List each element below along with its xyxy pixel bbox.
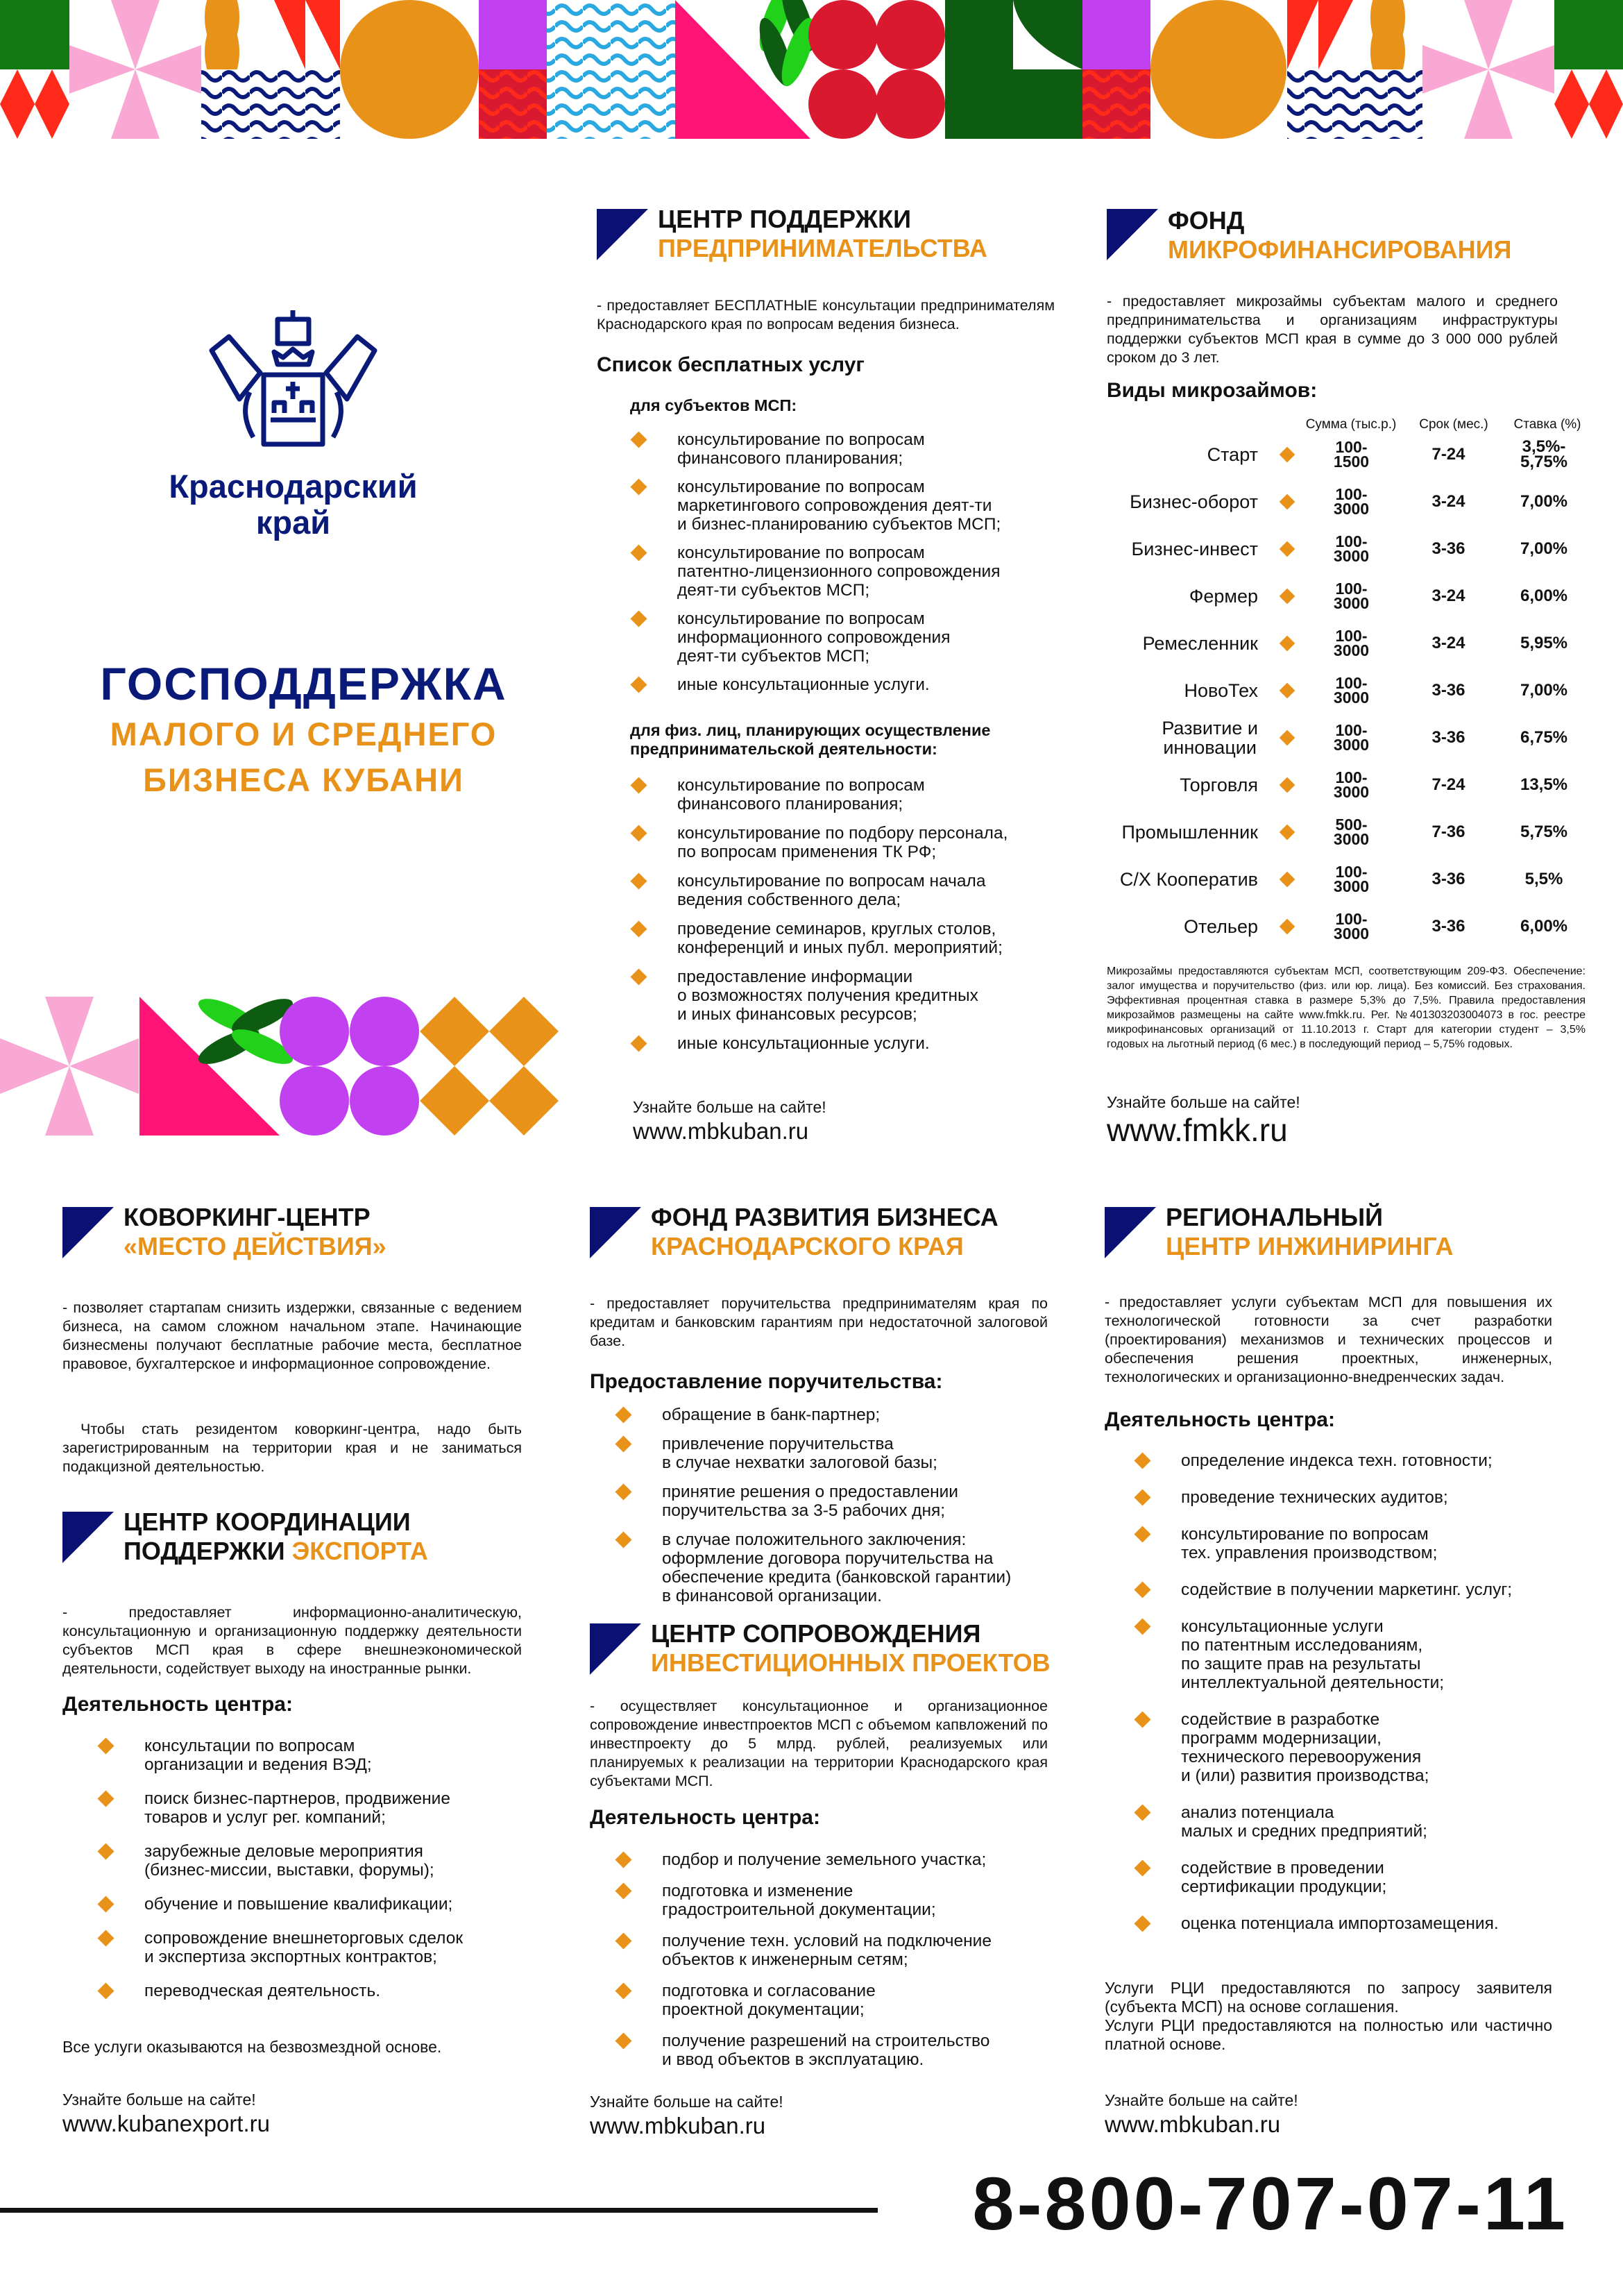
list-item-text: подготовка и изменение градостроительной документации;: [662, 1882, 936, 1919]
group1-list: [629, 430, 1059, 704]
list-item-text: консультирование по вопросам финансового планирования;: [677, 776, 925, 813]
krasnodar-coat-of-arms-icon: [208, 309, 378, 458]
loan-name: НовоТех: [1184, 680, 1258, 701]
loan-sum: 500- 3000: [1333, 816, 1370, 848]
loan-sum: 100- 3000: [1333, 532, 1370, 565]
loan-row: [1107, 623, 1592, 664]
loan-rate: 6,75%: [1520, 728, 1568, 747]
list-item-text: принятие решения о предоставлении поручительства за 3-5 рабочих дня;: [662, 1483, 958, 1520]
loan-rate: 5,5%: [1524, 870, 1563, 888]
list-item-text: иные консультационные услуги.: [677, 1034, 930, 1053]
loan-term: 3-36: [1431, 681, 1465, 700]
diamond-bullet-icon: [1280, 777, 1295, 793]
section-investment-center: [590, 1619, 1055, 2154]
list-item: [629, 1034, 1059, 1053]
list-item: [629, 776, 1059, 813]
diamond-bullet-icon: [630, 431, 647, 448]
list-item-text: подбор и получение земельного участка;: [662, 1850, 987, 1869]
activity-list: [96, 1737, 526, 2016]
list-item-text: проведение семинаров, круглых столов, конференций и иных публ. мероприятий;: [677, 920, 1003, 957]
list-item: [96, 1842, 526, 1880]
loan-rate: 7,00%: [1520, 681, 1568, 700]
hero-line2: МАЛОГО И СРЕДНЕГО: [110, 716, 498, 752]
description: - предоставляет информационно-аналитическую, консультационную и организационную поддержку деятельности субъектов МСП края в сфере внешнеэкономической деятельности, содействует выходу на иностранные рынки.: [62, 1604, 522, 1677]
diamond-bullet-icon: [615, 1851, 631, 1868]
section-engineering-center: [1105, 1203, 1573, 2154]
loan-rate: 5,95%: [1520, 634, 1568, 652]
diamond-bullet-icon: [1134, 1804, 1150, 1821]
diamond-bullet-icon: [615, 1932, 631, 1949]
loan-row: [1107, 434, 1592, 475]
list-item: [613, 1435, 1057, 1472]
description: - предоставляет микрозаймы субъектам малого и среднего предпринимательства и организациям инфраструктуры поддержки субъектов МСП края в сумме до 3 000 000 рублей сроком до 3 лет.: [1107, 293, 1558, 366]
list-item: [1132, 1451, 1577, 1470]
diamond-bullet-icon: [615, 1435, 631, 1452]
section-coworking: [62, 1203, 524, 1480]
diamond-bullet-icon: [630, 610, 647, 627]
list-item-text: консультирование по вопросам финансового планирования;: [677, 430, 925, 468]
loan-rate: 7,00%: [1520, 539, 1568, 558]
column-sum: Сумма (тыс.р.): [1305, 417, 1397, 432]
green-block-right: [1554, 0, 1623, 139]
learn-more-label: Узнайте больше на сайте!: [633, 1098, 826, 1116]
pink-star-left: [69, 0, 201, 139]
loan-name: Отельер: [1183, 916, 1258, 937]
diamond-bullet-icon: [1280, 636, 1295, 652]
diamond-bullet-icon: [615, 1483, 631, 1500]
title-black-2: ПОДДЕРЖКИ: [124, 1537, 285, 1565]
diamond-bullet-icon: [630, 825, 647, 841]
list-item: [96, 1929, 526, 1966]
triangle-marker-icon: [62, 1512, 114, 1563]
list-item-text: оценка потенциала импортозамещения.: [1181, 1914, 1499, 1933]
ornament-banner: [0, 0, 1623, 140]
triangle-marker-icon: [590, 1623, 641, 1675]
loan-name: Ремесленник: [1142, 633, 1258, 654]
title-black: КОВОРКИНГ-ЦЕНТР: [124, 1203, 371, 1231]
section-export-center: [62, 1508, 524, 2153]
list-item: [1132, 1580, 1577, 1599]
list-item: [613, 1406, 1057, 1424]
title-black: ЦЕНТР КООРДИНАЦИИ: [124, 1508, 411, 1536]
list-item: [613, 1882, 1057, 1919]
diamond-bullet-icon: [1280, 447, 1295, 463]
loan-row: [1107, 764, 1592, 806]
loan-row: [1107, 717, 1592, 759]
pink-star-right: [1422, 0, 1554, 139]
loan-term: 3-36: [1431, 870, 1465, 888]
guarantee-heading: Предоставление поручительства:: [590, 1370, 943, 1393]
diamond-bullet-icon: [1134, 1618, 1150, 1635]
loan-name: Бизнес-инвест: [1131, 539, 1258, 559]
list-item-text: содействие в разработке программ модернизации, технического перевооружения и (или) развития производства;: [1181, 1710, 1429, 1785]
list-item: [629, 872, 1059, 909]
free-services-note: Все услуги оказываются на безвозмездной основе.: [62, 2038, 442, 2056]
activity-heading: Деятельность центра:: [62, 1693, 293, 1716]
resident-note: Чтобы стать резидентом коворкинг-центра, надо быть зарегистрированным на территории края и не заниматься подакцизной деятельностью.: [62, 1421, 522, 1475]
list-item-text: обращение в банк-партнер;: [662, 1406, 881, 1424]
title-orange: МИКРОФИНАНСИРОВАНИЯ: [1168, 235, 1512, 264]
loan-sum: 100- 3000: [1333, 863, 1370, 895]
diamond-bullet-icon: [1280, 683, 1295, 699]
activity-list: [1132, 1451, 1577, 1951]
list-item: [629, 478, 1059, 534]
loan-name: Бизнес-оборот: [1130, 491, 1258, 512]
hero-title: [49, 656, 559, 803]
list-item-text: содействие в получении маркетинг. услуг;: [1181, 1580, 1513, 1599]
learn-more: [62, 2089, 270, 2138]
list-item: [629, 675, 1059, 694]
list-item: [613, 1483, 1057, 1520]
list-item-text: иные консультационные услуги.: [677, 675, 930, 694]
learn-more: [1105, 2090, 1298, 2138]
diamond-bullet-icon: [1134, 1526, 1150, 1542]
loan-row: [1107, 575, 1592, 617]
orange-circle-right: [1150, 0, 1286, 139]
list-item: [629, 968, 1059, 1024]
loan-sum: 100- 3000: [1333, 580, 1370, 612]
list-item-text: привлечение поручительства в случае нехватки залоговой базы;: [662, 1435, 937, 1472]
loan-sum: 100- 3000: [1333, 721, 1370, 754]
list-item-text: определение индекса техн. готовности;: [1181, 1451, 1493, 1470]
list-item: [613, 1932, 1057, 1969]
description: - осуществляет консультационное и организационное сопровождение инвестпроектов МСП с объемом капвложений по инвестпроекту до 5 млрд. рублей, реализуемых или планируемых к реализации на территории Краснодарского края субъектами МСП.: [590, 1698, 1048, 1789]
triangle-marker-icon: [590, 1207, 641, 1258]
group1-heading: для субъектов МСП:: [630, 396, 797, 414]
diamond-bullet-icon: [1134, 1915, 1150, 1932]
region-name: [104, 469, 482, 541]
list-item-text: получение техн. условий на подключение объектов к инженерным сетям;: [662, 1932, 992, 1969]
loan-rate: 6,00%: [1520, 917, 1568, 936]
group2-list: [629, 776, 1059, 1063]
list-item-text: консультирование по вопросам начала ведения собственного дела;: [677, 872, 986, 909]
diamond-bullet-icon: [630, 544, 647, 561]
loan-name: Развитие и инновации: [1162, 718, 1258, 758]
loan-rate: 6,00%: [1520, 586, 1568, 605]
diamond-bullet-icon: [97, 1982, 114, 1999]
diamond-bullet-icon: [1280, 872, 1295, 888]
loan-term: 3-36: [1431, 539, 1465, 558]
list-item-text: консультирование по вопросам патентно-лицензионного сопровождения деят-ти субъектов МСП;: [677, 543, 1001, 600]
section-microfinance: [1107, 205, 1592, 1163]
list-item-text: обучение и повышение квалификации;: [144, 1895, 453, 1914]
title-black: ФОНД: [1168, 206, 1245, 235]
loan-types-heading: Виды микрозаймов:: [1107, 379, 1318, 402]
orange-diamonds: [420, 997, 559, 1136]
list-item: [1132, 1525, 1577, 1562]
loan-row: [1107, 670, 1592, 711]
loan-rate: 13,5%: [1520, 775, 1568, 794]
diamond-bullet-icon: [615, 2032, 631, 2049]
loan-name: Промышленник: [1121, 822, 1258, 843]
website-link[interactable]: www.mbkuban.ru: [1105, 2111, 1281, 2137]
list-item: [96, 1737, 526, 1774]
triangle-marker-icon: [62, 1207, 114, 1258]
diamond-bullet-icon: [1280, 494, 1295, 510]
diamond-bullet-icon: [615, 1406, 631, 1423]
learn-more-label: Узнайте больше на сайте!: [1107, 1093, 1300, 1111]
website-link[interactable]: www.kubanexport.ru: [62, 2111, 270, 2136]
diamond-bullet-icon: [630, 1035, 647, 1052]
title-orange: КРАСНОДАРСКОГО КРАЯ: [651, 1232, 964, 1260]
list-item-text: содействие в проведении сертификации продукции;: [1181, 1859, 1387, 1896]
diamond-bullet-icon: [615, 1882, 631, 1899]
activity-heading: Деятельность центра:: [590, 1806, 820, 1829]
loan-rate: 5,75%: [1520, 822, 1568, 841]
list-item: [1132, 1803, 1577, 1841]
hotline-phone[interactable]: 8-800-707-07-11: [972, 2161, 1568, 2245]
loan-sum: 100- 3000: [1333, 768, 1370, 801]
activity-heading: Деятельность центра:: [1105, 1408, 1335, 1431]
title-black: ЦЕНТР СОПРОВОЖДЕНИЯ: [651, 1619, 981, 1648]
learn-more: [1107, 1092, 1300, 1147]
loan-row: [1107, 906, 1592, 947]
loan-name: С/Х Кооператив: [1119, 869, 1258, 890]
learn-more-label: Узнайте больше на сайте!: [590, 2093, 783, 2111]
triangle-marker-icon: [1107, 209, 1158, 260]
red-circles: [808, 0, 945, 139]
diamond-bullet-icon: [1134, 1489, 1150, 1505]
loan-term: 7-24: [1431, 775, 1465, 794]
loan-term: 7-24: [1431, 445, 1465, 464]
list-item: [629, 543, 1059, 600]
diamond-bullet-icon: [630, 872, 647, 889]
title-orange: ПРЕДПРИНИМАТЕЛЬСТВА: [658, 234, 987, 262]
loan-row: [1107, 528, 1592, 570]
section-business-fund: [590, 1203, 1055, 1605]
website-link[interactable]: www.fmkk.ru: [1107, 1112, 1288, 1148]
list-item: [613, 1530, 1057, 1605]
description: - предоставляет поручительства предпринимателям края по кредитам и банковским гарантиям при недостаточной залоговой базе.: [590, 1295, 1048, 1349]
list-item-text: предоставление информации о возможностях получения кредитных и иных финансовых ресурсов;: [677, 968, 978, 1024]
column-rate: Ставка (%): [1513, 417, 1581, 432]
list-item-text: консультирование по вопросам маркетингового сопровождения деят-ти и бизнес-планированию субъектов МСП;: [677, 478, 1001, 534]
list-item: [629, 824, 1059, 861]
loan-term: 3-36: [1431, 728, 1465, 747]
list-item-text: консультирование по вопросам информационного сопровождения деят-ти субъектов МСП;: [677, 609, 951, 666]
diamond-bullet-icon: [630, 920, 647, 937]
list-item-text: поиск бизнес-партнеров, продвижение товаров и услуг рег. компаний;: [144, 1789, 450, 1827]
learn-more-label: Узнайте больше на сайте!: [1105, 2091, 1298, 2109]
services-heading: Список бесплатных услуг: [597, 353, 865, 376]
title-orange: «МЕСТО ДЕЙСТВИЯ»: [124, 1232, 386, 1260]
learn-more-label: Узнайте больше на сайте!: [62, 2091, 256, 2109]
list-item-text: проведение технических аудитов;: [1181, 1488, 1448, 1507]
loan-sum: 100- 3000: [1333, 627, 1370, 659]
loan-sum: 100- 3000: [1333, 910, 1370, 943]
rci-note-1: Услуги РЦИ предоставляются по запросу заявителя (субъекта МСП) на основе соглашения.: [1105, 1979, 1552, 2016]
green-block-left: [0, 0, 69, 139]
website-link[interactable]: www.mbkuban.ru: [590, 2113, 766, 2138]
loan-name: Торговля: [1180, 775, 1258, 795]
list-item-text: анализ потенциала малых и средних предприятий;: [1181, 1803, 1427, 1841]
column-term: Срок (мес.): [1419, 417, 1488, 432]
diamond-bullet-icon: [97, 1790, 114, 1807]
diamond-bullet-icon: [97, 1930, 114, 1946]
title-black: ЦЕНТР ПОДДЕРЖКИ: [658, 205, 911, 233]
triangle-marker-icon: [597, 209, 648, 260]
learn-more: [633, 1097, 826, 1145]
diamond-bullet-icon: [630, 478, 647, 495]
loan-sum: 100- 3000: [1333, 485, 1370, 518]
list-item: [96, 1895, 526, 1914]
diamond-bullet-icon: [1134, 1859, 1150, 1876]
list-item: [1132, 1617, 1577, 1692]
activity-list: [613, 1850, 1057, 2082]
hero-line3: БИЗНЕСА КУБАНИ: [143, 761, 464, 798]
learn-more: [590, 2091, 783, 2140]
list-item-text: консультирование по подбору персонала, по вопросам применения ТК РФ;: [677, 824, 1008, 861]
group2-heading: для физ. лиц, планирующих осуществление предпринимательской деятельности:: [630, 721, 991, 758]
title-black: ФОНД РАЗВИТИЯ БИЗНЕСА: [651, 1203, 999, 1231]
list-item: [629, 920, 1059, 957]
list-item: [1132, 1859, 1577, 1896]
diamond-bullet-icon: [1280, 589, 1295, 605]
list-item: [613, 1982, 1057, 2019]
list-item: [1132, 1710, 1577, 1785]
list-item-text: сопровождение внешнеторговых сделок и экспертиза экспортных контрактов;: [144, 1929, 464, 1966]
list-item: [629, 609, 1059, 666]
loan-row: [1107, 481, 1592, 523]
triangle-marker-icon: [1105, 1207, 1156, 1258]
list-item-text: подготовка и согласование проектной документации;: [662, 1982, 876, 2019]
diamond-bullet-icon: [1134, 1581, 1150, 1598]
title-orange: ИНВЕСТИЦИОННЫХ ПРОЕКТОВ: [651, 1648, 1051, 1677]
loan-sum: 100- 3000: [1333, 674, 1370, 707]
diamond-bullet-icon: [1280, 825, 1295, 841]
diamond-bullet-icon: [97, 1737, 114, 1754]
diamond-bullet-icon: [1280, 541, 1295, 557]
list-item: [96, 1982, 526, 2000]
diamond-bullet-icon: [97, 1843, 114, 1859]
loan-term: 3-24: [1431, 634, 1465, 652]
diamond-bullet-icon: [97, 1896, 114, 1912]
microloans-note: Микрозаймы предоставляются субъектам МСП, соответствующим 209-ФЗ. Обеспечение: залог имущества и поручительство (физ. или юр. лица). Без комиссий. Без страхования. Эффективная процентная ставка в размере 5,3% до 7,5%. Правила предоставления микрозаймов размещены на сайте www.fmkk.ru. Рег. №4013032030040​73 в гос. реестре микрофинансовых организаций от 11.10.2013 г. Старт для категории студент – 3,5% годовых на льготный период (6 мес.) в последующий период – 5,75% годовых.: [1107, 965, 1586, 1050]
diamond-bullet-icon: [615, 1982, 631, 1999]
diamond-bullet-icon: [1280, 730, 1295, 746]
purple-circles: [280, 997, 419, 1136]
hero-line1: ГОСПОДДЕРЖКА: [100, 658, 507, 709]
title-orange: ЦЕНТР ИНЖИНИРИНГА: [1166, 1232, 1454, 1260]
pink-star: [0, 997, 139, 1136]
description: - предоставляет услуги субъектам МСП для повышения их технологической готовности за счет разработки (проектирования) механизмов и технических процессов и обеспечения решения проектных, инженерных, технологических и организационно-внедренческих задач.: [1105, 1294, 1552, 1385]
list-item: [1132, 1488, 1577, 1507]
diamond-bullet-icon: [630, 676, 647, 693]
description: - позволяет стартапам снизить издержки, связанные с ведением бизнеса, на самом сложном начальном этапе. Начинающие бизнесмены получают бесплатные рабочие места, бесплатное правовое, бухгалтерское и информационное сопровождение.: [62, 1299, 522, 1372]
list-item-text: зарубежные деловые мероприятия (бизнес-миссии, выставки, форумы);: [144, 1842, 434, 1880]
loan-name: Фермер: [1189, 586, 1258, 607]
title-black: РЕГИОНАЛЬНЫЙ: [1166, 1203, 1383, 1231]
list-item: [96, 1789, 526, 1827]
list-item-text: переводческая деятельность.: [144, 1982, 381, 2000]
section-support-center: [597, 205, 1058, 1163]
loan-row: [1107, 859, 1592, 900]
list-item: [629, 430, 1059, 468]
list-item: [1132, 1914, 1577, 1933]
ornament-left: [0, 997, 559, 1136]
loan-rate: 7,00%: [1520, 492, 1568, 511]
diamond-bullet-icon: [1280, 919, 1295, 935]
diamond-bullet-icon: [1134, 1711, 1150, 1728]
title-orange: ЭКСПОРТА: [291, 1537, 428, 1565]
rci-note-2: Услуги РЦИ предоставляются на полностью или частично платной основе.: [1105, 2016, 1552, 2053]
region-name-line2: край: [255, 504, 331, 541]
diamond-bullet-icon: [1134, 1452, 1150, 1469]
list-item-text: консультационные услуги по патентным исследованиям, по защите прав на результаты интеллектуальной деятельности;: [1181, 1617, 1445, 1692]
region-name-line1: Краснодарский: [169, 468, 418, 505]
loan-term: 3-24: [1431, 586, 1465, 605]
list-item-text: получение разрешений на строительство и ввод объектов в эксплуатацию.: [662, 2032, 990, 2069]
loan-name: Старт: [1207, 444, 1258, 465]
guarantee-list: [613, 1406, 1057, 1616]
loan-term: 3-36: [1431, 917, 1465, 936]
description: - предоставляет БЕСПЛАТНЫЕ консультации предпринимателям Краснодарского края по вопросам ведения бизнеса.: [597, 297, 1055, 332]
loan-term: 3-24: [1431, 492, 1465, 511]
dark-green-block: [945, 0, 1082, 139]
loan-rate: 3,5%- 5,75%: [1520, 437, 1568, 471]
list-item-text: в случае положительного заключения: оформление договора поручительства на обеспечение кредита (банковской гарантии) в финансовой организации.: [662, 1530, 1012, 1605]
website-link[interactable]: www.mbkuban.ru: [633, 1118, 809, 1144]
list-item-text: консультации по вопросам организации и ведения ВЭД;: [144, 1737, 372, 1774]
diamond-bullet-icon: [615, 1531, 631, 1548]
diamond-bullet-icon: [630, 777, 647, 793]
loan-sum: 100- 1500: [1333, 438, 1370, 471]
loan-row: [1107, 811, 1592, 853]
list-item-text: консультирование по вопросам тех. управления производством;: [1181, 1525, 1438, 1562]
list-item: [613, 2032, 1057, 2069]
orange-circle-left: [340, 0, 479, 139]
loan-term: 7-36: [1431, 822, 1465, 841]
divider-line: [0, 2208, 878, 2213]
list-item: [613, 1850, 1057, 1869]
diamond-bullet-icon: [630, 968, 647, 985]
